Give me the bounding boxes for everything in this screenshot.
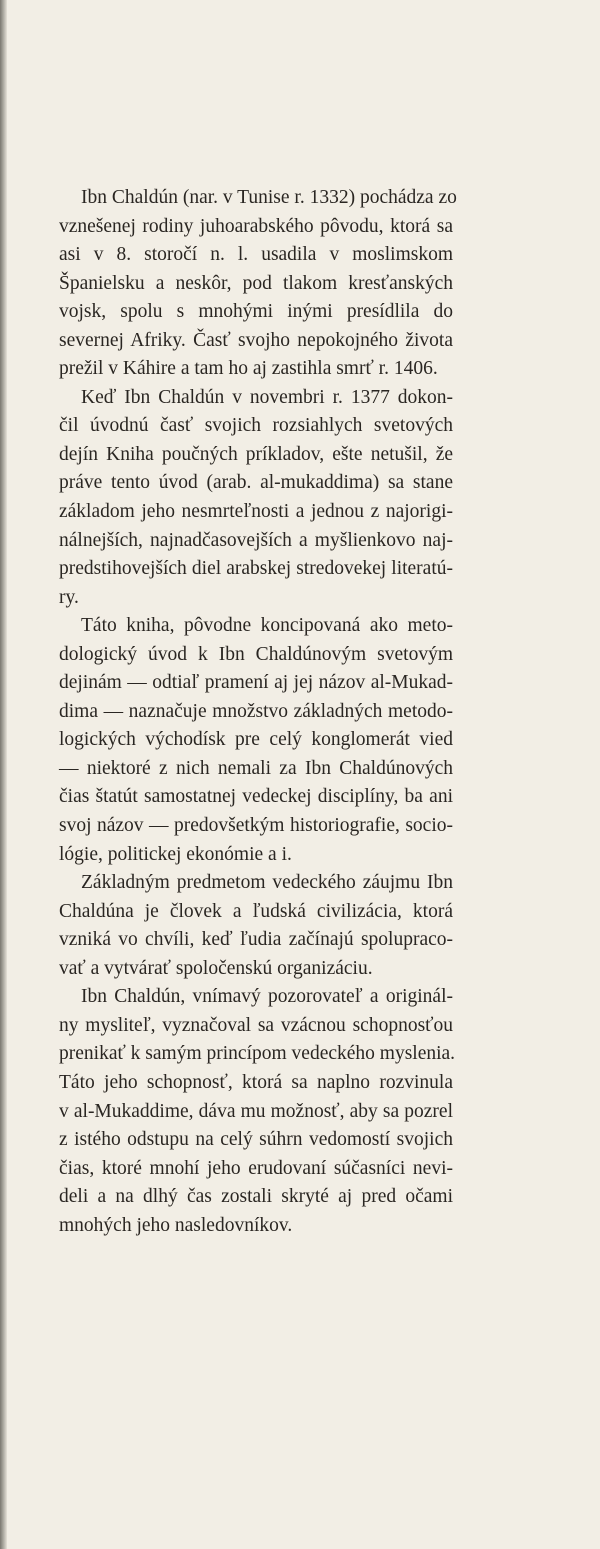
text-line: Chaldúna je človek a ľudská civilizácia, ktorá [59,900,453,922]
text-line: z istého odstupu na celý súhrn vedomostí svojich [59,1129,453,1151]
text-line: lógie, politickej ekonómie a i. [59,843,292,865]
text-line: logických východísk pre celý konglomerát vied [59,729,453,751]
text-line: Táto kniha, pôvodne koncipovaná ako meto- [81,615,453,637]
text-line: severnej Afriky. Časť svojho nepokojného života [59,329,453,351]
text-line: Španielsku a neskôr, pod tlakom kresťanských [59,272,453,294]
text-line: Ibn Chaldún (nar. v Tunise r. 1332) pochádza zo [81,187,457,208]
text-line: Táto jeho schopnosť, ktorá sa naplno rozvinula [59,1071,453,1093]
text-line: dejín Kniha poučných príkladov, ešte netušil, že [59,443,453,465]
text-line: práve tento úvod (arab. al-mukaddima) sa stane [59,472,453,494]
text-line: prenikať k samým princípom vedeckého myslenia. [59,1043,456,1065]
flap-text [59,184,457,1240]
text-line: predstihovejších diel arabskej stredovekej literatú- [59,558,453,580]
text-line: svoj názov — predovšetkým historiografie, socio- [59,815,453,837]
text-line: deli a na dlhý čas zostali skryté aj pred očami [59,1186,453,1208]
text-line: dima — naznačuje množstvo základných metodo- [59,700,453,722]
text-line: ry. [59,586,79,608]
text-line: dejinám — odtiaľ pramení aj jej názov al-Mukad- [59,672,453,694]
text-line: čias štatút samostatnej vedeckej disciplíny, ba ani [59,786,453,808]
text-line: vzniká vo chvíli, keď ľudia začínajú spolupraco- [59,929,453,951]
paragraph [59,612,453,869]
page-edge-shadow [0,0,7,1549]
text-line: — niektoré z nich nemali za Ibn Chaldúnových [59,757,453,779]
text-line: čil úvodnú časť svojich rozsiahlych svetových [59,415,453,437]
text-line: vojsk, spolu s mnohými inými presídlila do [59,301,453,323]
paragraph [59,983,456,1240]
paragraph [59,184,457,384]
text-line: Keď Ibn Chaldún v novembri r. 1377 dokon- [81,386,453,408]
text-line: čias, ktoré mnohí jeho erudovaní súčasníci nevi- [59,1157,453,1179]
text-line: prežil v Káhire a tam ho aj zastihla smrť r. 1406. [59,358,438,380]
text-line: asi v 8. storočí n. l. usadila v moslimskom [59,244,453,266]
text-line: vať a vytvárať spoločenskú organizáciu. [59,957,373,979]
text-line: v al-Mukaddime, dáva mu možnosť, aby sa pozrel [59,1100,453,1122]
text-line: dologický úvod k Ibn Chaldúnovým svetovým [59,643,453,665]
paragraph [59,869,453,983]
paragraph [59,384,453,612]
text-line: Ibn Chaldún, vnímavý pozorovateľ a originál- [81,986,453,1008]
text-line: ny mysliteľ, vyznačoval sa vzácnou schopnosťou [59,1014,453,1036]
text-line: základom jeho nesmrteľnosti a jednou z najorigi- [59,501,453,523]
text-line: mnohých jeho nasledovníkov. [59,1214,293,1236]
text-line: nálnejších, najnadčasovejších a myšlienkovo naj- [59,529,453,551]
text-line: Základným predmetom vedeckého záujmu Ibn [81,872,453,894]
text-line: vznešenej rodiny juhoarabského pôvodu, ktorá sa [59,215,453,237]
